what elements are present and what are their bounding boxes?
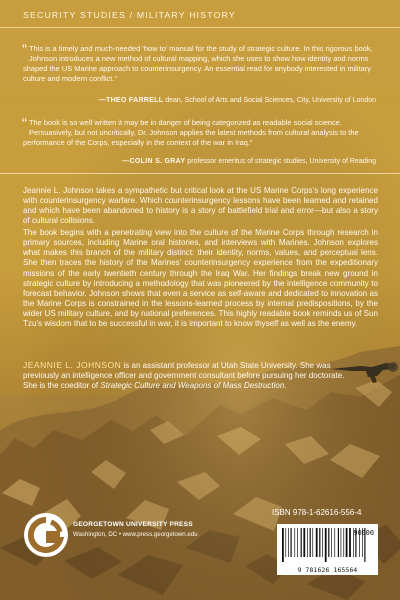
- blurb-1-affiliation: dean, School of Arts and Social Sciences, City, University of London: [165, 97, 376, 104]
- blurb-2-author: —COLIN S. GRAY: [122, 158, 186, 165]
- blurb-2-attribution: [122, 158, 376, 165]
- barcode-bar: [319, 528, 320, 557]
- barcode-bar: [297, 528, 298, 557]
- top-rule: [0, 27, 400, 28]
- author-name: JEANNIE L. JOHNSON: [23, 360, 122, 370]
- open-quote-icon: “: [22, 41, 27, 58]
- publisher-name: GEORGETOWN UNIVERSITY PRESS: [73, 521, 193, 528]
- description-paragraph-1: Jeannie L. Johnson takes a sympathetic but critical look at the US Marine Corps’s long experience with counterinsurgency warfare. Which counterinsurgency lessons have been learned and retained and which have been abandoned to history is a story of battlefield trial and error—but also a story of cultural collisions.: [23, 186, 378, 226]
- publisher-location: Washington, DC • www.press.georgetown.edu: [73, 531, 198, 538]
- barcode-bar: [282, 528, 284, 562]
- blurb-divider: [0, 173, 400, 174]
- georgetown-g-logo-icon: [22, 511, 70, 559]
- blurb-1-author: —THEO FARRELL: [98, 97, 164, 104]
- author-bio: [23, 360, 348, 391]
- barcode-bar: [285, 528, 286, 557]
- barcode-bar: [310, 528, 311, 557]
- barcode-bar: [349, 528, 351, 557]
- coedited-book-title: Strategic Culture and Weapons of Mass Destruction.: [100, 381, 287, 390]
- barcode-bar: [291, 528, 292, 557]
- barcode-bar: [322, 528, 323, 557]
- barcode-bar: [288, 528, 289, 557]
- blurb-2-affiliation: professor emeritus of strategic studies, University of Reading: [187, 158, 376, 165]
- barcode-bar: [343, 528, 344, 557]
- barcode-bar: [325, 528, 327, 562]
- barcode-bar: [331, 528, 332, 557]
- barcode-bar: [346, 528, 348, 557]
- barcode-bar: [338, 528, 339, 557]
- blurb-2-text: The book is so well written it may be in danger of being categorized as readable social science. Persuasively, but not uncritically, Dr. Johnson applies the latest methods from cultural analysis to the performance of the Corps, especially in the context of the war in Iraq.”: [23, 118, 359, 147]
- blurb-2: [22, 115, 378, 148]
- price-code: 90000: [353, 529, 374, 537]
- barcode-bar: [334, 528, 335, 557]
- barcode-bar: [294, 528, 295, 557]
- barcode-bar: [341, 528, 342, 557]
- isbn-label: ISBN 978-1-62616-556-4: [272, 508, 362, 517]
- open-quote-icon: “: [22, 115, 27, 132]
- blurb-1-attribution: [99, 97, 376, 104]
- description-paragraph-2: The book begins with a penetrating view into the culture of the Marine Corps through research in primary sources, including Marine oral histories, and interviews with Marines. Johnson explores what makes this branch of the military distinct: their identity, norms, values, and perceptual lens. She then traces the history of the Marines’ counterinsurgency experience from the expeditionary missions of the early twentieth century through the Iraq War. Her findings break new ground in strategic culture by introducing a methodology that was pioneered by the intelligence community to forecast behavior. Johnson shows that even a service as self-aware and dedicated to innovation as the Marine Corps is constrained in the lessons-learned process by internal predispositions, by the wider US military culture, and by national preferences. This highly readable book reminds us of Sun Tzu’s wisdom that to be successful in war, it is important to know thyself as well as the enemy.: [23, 228, 378, 329]
- barcode-bar: [303, 528, 305, 557]
- barcode-bar: [316, 528, 318, 557]
- barcode-bar: [312, 528, 313, 557]
- barcode-number: 9 781626 165564: [297, 567, 358, 574]
- barcode-bar: [307, 528, 308, 557]
- category-heading: SECURITY STUDIES / MILITARY HISTORY: [23, 10, 236, 20]
- author-bio-text: is an assistant professor at Utah State University. She was previously an intelligence officer and government consultant before pursuing her doctorate. She is the coeditor of: [23, 361, 345, 390]
- barcode-bar: [328, 528, 329, 557]
- isbn-barcode: [277, 524, 378, 575]
- blurb-1-text: This is a timely and much-needed ‘how to’ manual for the study of strategic culture. In this rigorous book, Johnson introduces a new method of cultural mapping, which she uses to show how identity and norms shaped the US Marine approach to counterinsurgency. An essential read for anybody interested in military culture and modern conflict.”: [23, 44, 373, 83]
- barcode-bar: [301, 528, 302, 557]
- blurb-1: [22, 41, 378, 84]
